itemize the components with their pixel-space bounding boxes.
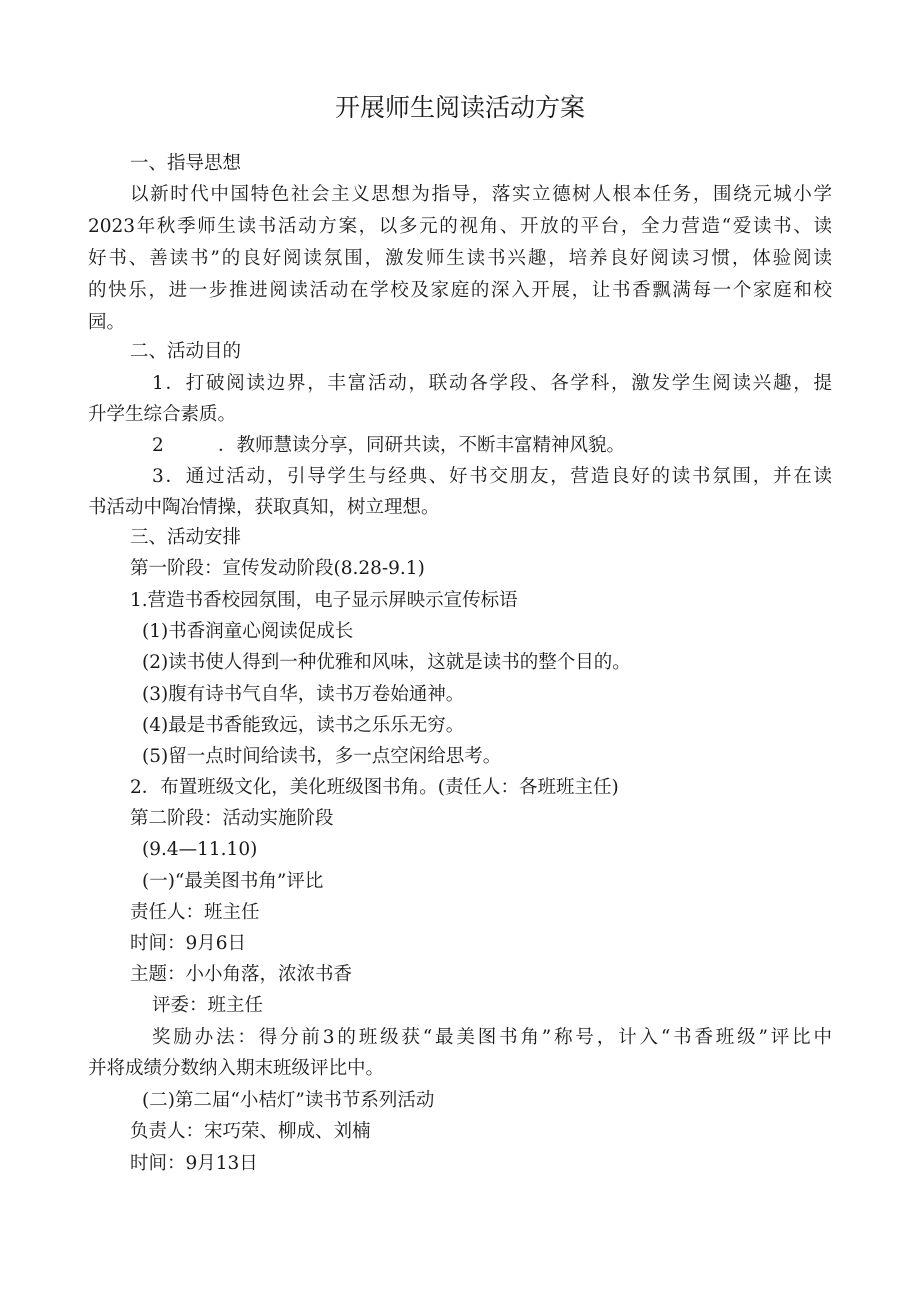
slogan-item: (5)留一点时间给读书，多一点空闲给思考。 (142, 746, 502, 767)
goal-item-2-text: ．教师慧读分享，同研共读，不断丰富精神风貌。 (218, 435, 626, 456)
activity-1-reward-cont: 并将成绩分数纳入期末班级评比中。 (88, 1058, 385, 1079)
stage-1-item-2: 2．布置班级文化，美化班级图书角。(责任人：各班班主任) (130, 777, 619, 798)
section-heading-guiding-ideology: 一、指导思想 (130, 153, 242, 174)
goal-item-1-cont: 升学生综合素质。 (88, 404, 237, 425)
slogan-item: (3)腹有诗书气自华，读书万卷始通神。 (142, 684, 465, 705)
goal-item-1: 1．打破阅读边界，丰富活动，联动各学段、各学科，激发学生阅读兴趣，提 (152, 373, 832, 394)
stage-2-dates: (9.4—11.10) (142, 839, 258, 860)
slogan-item: (4)最是书香能致远，读书之乐乐无穷。 (142, 715, 465, 736)
activity-1-time: 时间：9月6日 (130, 933, 247, 954)
goal-item-2-number: 2 (152, 435, 164, 456)
section-heading-activity-schedule: 三、活动安排 (130, 527, 242, 548)
activity-1-judges: 评委：班主任 (152, 995, 264, 1016)
section-heading-activity-goals: 二、活动目的 (130, 341, 242, 362)
paragraph-line: 园。 (88, 312, 126, 333)
paragraph-line: 好书、善读书”的良好阅读氛围，激发师生读书兴趣，培养良好阅读习惯，体验阅读 (88, 248, 832, 269)
paragraph-line: 以新时代中国特色社会主义思想为指导，落实立德树人根本任务，围绕元城小学 (130, 184, 832, 205)
document-title: 开展师生阅读活动方案 (334, 93, 585, 122)
stage-2-heading: 第二阶段：活动实施阶段 (130, 808, 334, 829)
activity-2-time: 时间：9月13日 (130, 1153, 258, 1174)
activity-1-theme: 主题：小小角落，浓浓书香 (130, 964, 353, 985)
slogan-item: (2)读书使人得到一种优雅和风味，这就是读书的整个目的。 (142, 652, 631, 673)
activity-2-responsible: 负责人：宋巧荣、柳成、刘楠 (130, 1121, 371, 1142)
paragraph-line: 的快乐，进一步推进阅读活动在学校及家庭的深入开展，让书香飘满每一个家庭和校 (88, 280, 832, 301)
stage-1-item-1: 1.营造书香校园氛围，电子显示屏映示宣传标语 (130, 590, 518, 611)
goal-item-3-cont: 书活动中陶冶情操，获取真知，树立理想。 (88, 497, 440, 518)
activity-1-heading: (一)“最美图书角”评比 (142, 871, 324, 892)
slogan-item: (1)书香润童心阅读促成长 (142, 621, 354, 642)
activity-2-heading: (二)第二届“小桔灯”读书节系列活动 (142, 1090, 435, 1111)
activity-1-responsible: 责任人：班主任 (130, 902, 260, 923)
stage-1-heading: 第一阶段：宣传发动阶段(8.28-9.1) (130, 558, 425, 579)
activity-1-reward: 奖励办法：得分前3的班级获“最美图书角”称号，计入“书香班级”评比中 (152, 1027, 832, 1048)
goal-item-3: 3．通过活动，引导学生与经典、好书交朋友，营造良好的读书氛围，并在读 (152, 466, 832, 487)
paragraph-line: 2023年秋季师生读书活动方案，以多元的视角、开放的平台，全力营造“爱读书、读 (88, 216, 832, 237)
